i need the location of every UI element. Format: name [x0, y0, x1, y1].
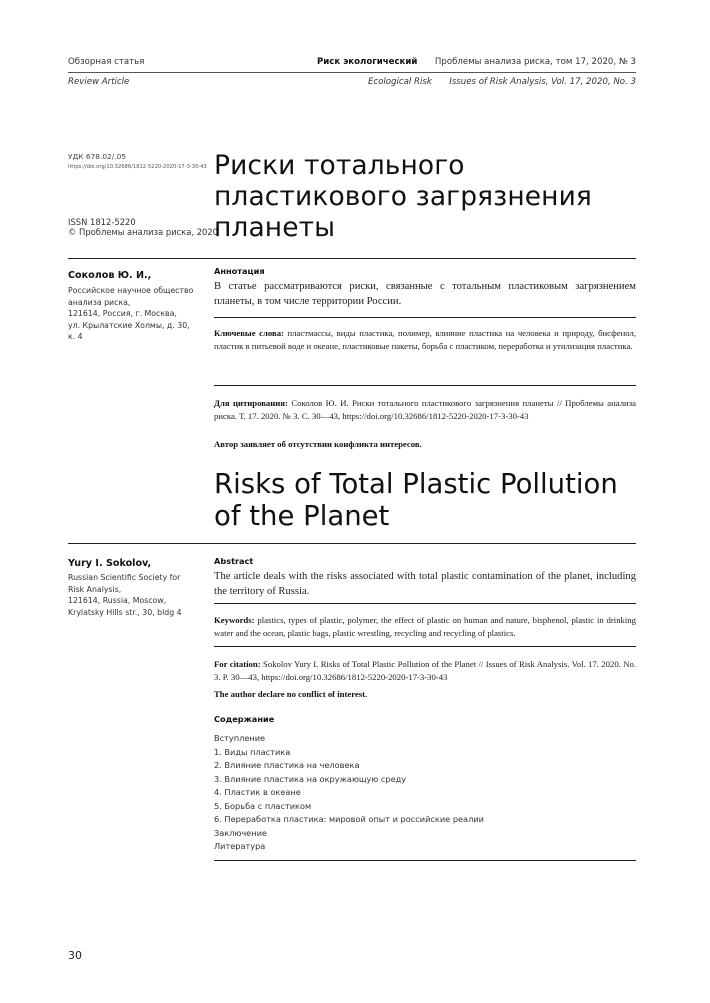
- abstract-divider-en: [214, 603, 636, 604]
- toc-item[interactable]: Литература: [214, 841, 266, 851]
- copyright: © Проблемы анализа риска, 2020: [68, 227, 219, 237]
- keywords-text-ru: пластмассы, виды пластика, полимер, влияние пластика на человека и природу, бисфенол, пластик в питьевой воде и океане, пластиковые пакеты, борьба с пластиком, переработка и утилизация пластика.: [214, 328, 637, 351]
- affil-ru-line: Российское научное общество: [68, 286, 194, 295]
- header-section-ru: Риск экологический: [316, 57, 418, 67]
- title-en-line-1: Risks of Total Plastic Pollution: [214, 468, 618, 500]
- keywords-divider-ru: [214, 385, 636, 386]
- abstract-text-ru: В статье рассматриваются риски, связанные с тотальным пластиковым загрязнением планеты, в том числе территории России.: [214, 281, 636, 307]
- header-section-en: Ecological Risk: [368, 77, 432, 87]
- abstract-text-en: The article deals with the risks associated with total plastic contamination of the planet, including the territory of Russia.: [214, 571, 636, 597]
- page-number: 30: [68, 949, 82, 962]
- keywords-divider-en: [214, 646, 636, 647]
- toc-item[interactable]: Вступление: [214, 733, 266, 743]
- header-issue-en: Issues of Risk Analysis, Vol. 17, 2020, No. 3: [449, 77, 636, 87]
- table-of-contents: [214, 732, 484, 854]
- abstract-divider-ru: [214, 317, 636, 318]
- affil-en-line: Krylatsky Hills str., 30, bldg 4: [68, 607, 182, 617]
- toc-item[interactable]: 2. Влияние пластика на человека: [214, 760, 360, 770]
- keywords-label-ru: Ключевые слова:: [214, 328, 284, 338]
- title-ru-line-2: пластикового загрязнения: [214, 181, 592, 212]
- affil-en-line: Risk Analysis,: [68, 584, 122, 594]
- title-en-line-2: of the Planet: [214, 500, 390, 532]
- article-title-ru: [214, 150, 592, 243]
- keywords-label-en: Keywords:: [214, 615, 255, 625]
- toc-item[interactable]: 3. Влияние пластика на окружающую среду: [214, 773, 407, 784]
- title-divider-ru: [68, 258, 636, 259]
- header-divider: [68, 72, 636, 73]
- keywords-ru: [214, 327, 636, 352]
- citation-label-ru: Для цитирования:: [214, 398, 288, 408]
- affil-ru-line: 121614, Россия, г. Москва,: [68, 309, 177, 319]
- abstract-label-ru: Аннотация: [214, 266, 265, 276]
- affil-ru-line: к. 4: [68, 332, 83, 342]
- header-journal-ru: [317, 57, 636, 67]
- citation-ru: [214, 397, 636, 422]
- affil-ru-line: анализа риска,: [68, 297, 131, 307]
- author-name-en: Yury I. Sokolov,: [68, 558, 152, 569]
- author-affiliation-en: [68, 572, 182, 618]
- affil-en-line: Russian Scientific Society for: [68, 573, 181, 582]
- header-article-type-en: Review Article: [68, 77, 130, 87]
- header-article-type-ru: Обзорная статья: [68, 57, 145, 67]
- author-name-ru: Соколов Ю. И.,: [68, 270, 152, 281]
- citation-en: [214, 658, 636, 683]
- keywords-text-en: plastics, types of plastic, polymer, the effect of plastic on human and nature, bisphenol, plastic in drinking water and the ocean, plastic bags, plastic wrestling, recycling and recycling of plastics.: [214, 615, 636, 638]
- toc-item[interactable]: 5. Борьба с пластиком: [214, 800, 312, 811]
- toc-item[interactable]: 4. Пластик в океане: [214, 787, 301, 797]
- abstract-label-en: Abstract: [214, 556, 254, 566]
- conflict-statement-ru: Автор заявляет об отсутствии конфликта интересов.: [214, 439, 422, 449]
- toc-label: Содержание: [214, 714, 275, 724]
- toc-item[interactable]: 6. Переработка пластика: мировой опыт и российские реалии: [214, 814, 484, 824]
- toc-divider: [214, 860, 636, 861]
- citation-text-ru: Соколов Ю. И. Риски тотального пластикового загрязнения планеты // Проблемы анализа риска. Т. 17. 2020. № 3. С. 30—43, https://doi.org/10.32686/1812-5220-2020-17-3-30-43: [214, 398, 636, 421]
- citation-text-en: Sokolov Yury I. Risks of Total Plastic Pollution of the Planet // Issues of Risk Analysis. Vol. 17. 2020. No. 3. P. 30—43, https://doi.org/10.32686/1812-5220-2020-17-3-30-43: [214, 659, 637, 682]
- affil-ru-line: ул. Крылатские Холмы, д. 30,: [68, 320, 190, 330]
- toc-item[interactable]: 1. Виды пластика: [214, 746, 291, 757]
- article-title-en: [214, 468, 618, 532]
- toc-item[interactable]: Заключение: [214, 827, 267, 838]
- doi-link[interactable]: https://doi.org/10.32686/1812-5220-2020-17-3-30-43: [68, 164, 207, 170]
- affil-en-line: 121614, Russia, Moscow,: [68, 596, 167, 606]
- title-divider-en: [68, 543, 636, 544]
- title-ru-line-3: планеты: [214, 212, 336, 243]
- citation-label-en: For citation:: [214, 659, 261, 669]
- title-ru-line-1: Риски тотального: [214, 150, 465, 181]
- header-issue-ru: Проблемы анализа риска, том 17, 2020, № 3: [434, 57, 636, 67]
- issn: ISSN 1812-5220: [68, 217, 136, 227]
- keywords-en: [214, 614, 636, 639]
- header-journal-en: [368, 77, 636, 87]
- conflict-statement-en: The author declare no conflict of interest.: [214, 689, 368, 699]
- udk-code: УДК 678.02/.05: [68, 152, 126, 161]
- author-affiliation-ru: [68, 285, 193, 343]
